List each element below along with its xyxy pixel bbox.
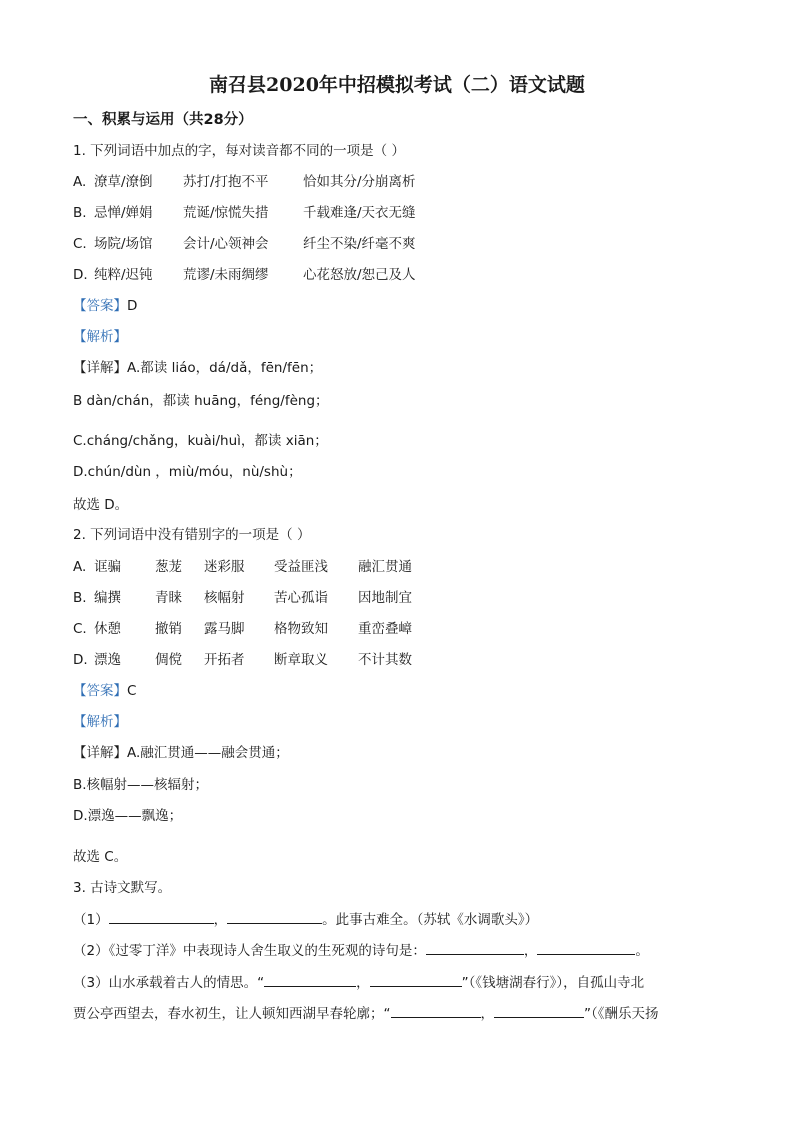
answer-blank[interactable] — [426, 941, 524, 955]
detail-text: A.融汇贯通——融会贯通； — [127, 745, 289, 761]
question-3-stem: 3. 古诗文默写。 — [73, 880, 172, 896]
analysis-tag: 【解析】 — [73, 714, 127, 730]
item-text: ”（《钱塘湖春行》），自孤山寺北 — [461, 975, 645, 991]
detail-line: D.漂逸——飘逸； — [73, 808, 183, 824]
separator: ， — [213, 912, 228, 928]
item-text: 。 — [635, 943, 649, 959]
item-text: ”（《酬乐天扬 — [584, 1006, 659, 1022]
option-word: 断章取义 — [274, 652, 328, 668]
answer-value: D — [127, 298, 138, 314]
option-word: 荒诞/惊慌失措 — [183, 205, 269, 221]
answer-tag: 【答案】 — [73, 298, 127, 314]
option-word: 迷彩服 — [204, 559, 245, 575]
answer-line — [73, 297, 137, 315]
option-word: 会计/心领神会 — [183, 236, 269, 252]
detail-tag: 【详解】 — [73, 360, 127, 376]
option-word: 诓骗 — [94, 559, 121, 575]
option-word: 开拓者 — [204, 652, 245, 668]
option-word: 苦心孤诣 — [274, 590, 328, 606]
option-word: 融汇贯通 — [358, 559, 412, 575]
option-word: 漂逸 — [94, 652, 121, 668]
item-text: （3）山水承载着古人的情思。“ — [73, 975, 265, 991]
option-word: 纯粹/迟钝 — [94, 267, 153, 283]
analysis-tag: 【解析】 — [73, 329, 127, 345]
option-word: 青睐 — [155, 590, 182, 606]
q3-item-2 — [73, 941, 649, 960]
answer-blank[interactable] — [494, 1004, 584, 1018]
option-word: 苏打/打抱不平 — [183, 174, 269, 190]
conclusion-line: 故选 D。 — [73, 497, 129, 513]
option-word: 受益匪浅 — [274, 559, 328, 575]
conclusion-line: 故选 C。 — [73, 849, 128, 865]
answer-value: C — [127, 683, 137, 699]
item-number: （1） — [73, 912, 109, 928]
question-1-stem: 1. 下列词语中加点的字，每对读音都不同的一项是（ ） — [73, 143, 405, 159]
option-word: 不计其数 — [358, 652, 412, 668]
q3-item-3-cont — [73, 1004, 659, 1023]
separator: ， — [523, 943, 538, 959]
detail-line: B dàn/chán，都读 huāng，féng/fèng； — [73, 393, 329, 409]
item-text: （2）《过零丁洋》中表现诗人舍生取义的生死观的诗句是： — [73, 943, 426, 959]
option-word: 核幅射 — [204, 590, 245, 606]
option-word: 恰如其分/分崩离析 — [303, 174, 416, 190]
option-label: C. — [73, 621, 87, 637]
option-word: 露马脚 — [204, 621, 245, 637]
option-word: 忌惮/婵娟 — [94, 205, 153, 221]
section-heading: 一、积累与运用（共28分） — [73, 112, 253, 128]
page-title: 南召县2020年中招模拟考试（二）语文试题 — [209, 74, 585, 96]
option-word: 休憩 — [94, 621, 121, 637]
option-word: 因地制宜 — [358, 590, 412, 606]
option-word: 潦草/潦倒 — [94, 174, 153, 190]
detail-line — [73, 744, 289, 762]
answer-blank[interactable] — [537, 941, 635, 955]
detail-line — [73, 359, 322, 377]
detail-line: B.核幅射——核辐射； — [73, 777, 209, 793]
separator: ， — [480, 1006, 494, 1022]
option-word: 编撰 — [94, 590, 121, 606]
answer-blank[interactable] — [227, 910, 322, 924]
item-text: 贾公亭西望去，春水初生，让人顿知西湖早春轮廓；“ — [73, 1006, 391, 1022]
option-label: A. — [73, 559, 87, 575]
answer-blank[interactable] — [264, 973, 356, 987]
option-label: B. — [73, 205, 87, 221]
option-label: C. — [73, 236, 87, 252]
option-word: 荒谬/未雨绸缪 — [183, 267, 269, 283]
option-label: D. — [73, 652, 88, 668]
detail-tag: 【详解】 — [73, 745, 127, 761]
answer-blank[interactable] — [391, 1004, 481, 1018]
item-text: 。此事古难全。（苏轼《水调歌头》） — [322, 912, 539, 928]
q3-item-1 — [73, 910, 538, 929]
question-2-stem: 2. 下列词语中没有错别字的一项是（ ） — [73, 527, 311, 543]
option-word: 撤销 — [155, 621, 182, 637]
detail-line: D.chún/dùn ，miù/móu，nù/shù； — [73, 464, 302, 480]
answer-line — [73, 682, 136, 700]
option-word: 倜傥 — [155, 652, 182, 668]
option-label: A. — [73, 174, 87, 190]
q3-item-3 — [73, 973, 644, 992]
option-label: D. — [73, 267, 88, 283]
option-word: 格物致知 — [274, 621, 328, 637]
option-word: 重峦叠嶂 — [358, 621, 412, 637]
detail-line: C.cháng/chǎng，kuài/huì，都读 xiān； — [73, 433, 328, 449]
separator: ， — [356, 975, 370, 991]
option-word: 心花怒放/恕己及人 — [303, 267, 416, 283]
option-word: 葱茏 — [155, 559, 182, 575]
option-word: 纤尘不染/纤毫不爽 — [303, 236, 416, 252]
answer-blank[interactable] — [109, 910, 214, 924]
option-word: 千载难逢/天衣无缝 — [303, 205, 416, 221]
answer-tag: 【答案】 — [73, 683, 127, 699]
detail-text: A.都读 liáo，dá/dǎ，fēn/fēn； — [127, 360, 323, 376]
option-label: B. — [73, 590, 87, 606]
answer-blank[interactable] — [370, 973, 462, 987]
option-word: 场院/场馆 — [94, 236, 153, 252]
